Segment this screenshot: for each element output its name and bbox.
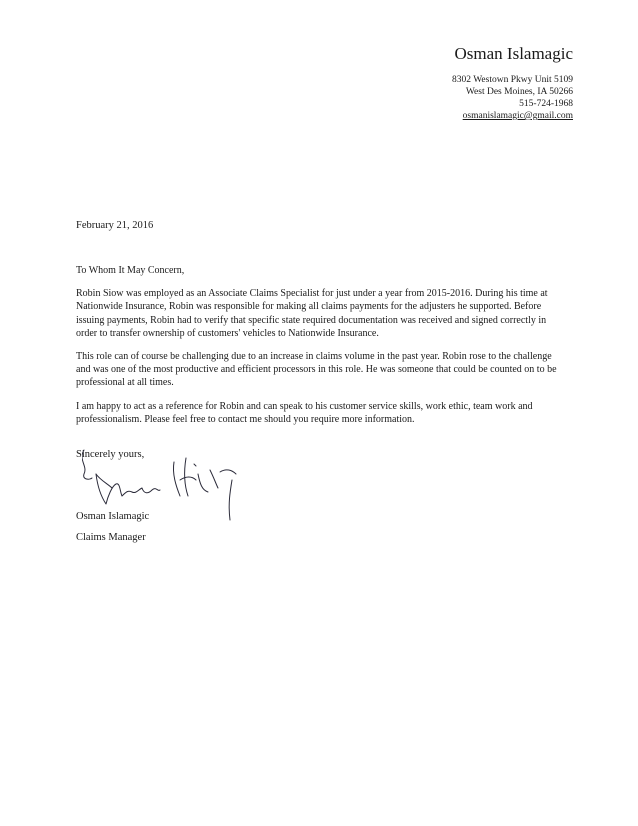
sender-block — [452, 44, 573, 122]
paragraph-2: This role can of course be challenging due to an increase in claims volume in the past year. Robin rose to the challenge and was one of the most productive and efficient processors in this role. He was someone that could be counted on to be professional at all times. — [76, 351, 557, 389]
salutation: To Whom It May Concern, — [76, 265, 185, 276]
paragraph-3: I am happy to act as a reference for Robin and can speak to his customer service skills, work ethic, team work and professionalism. Please feel free to contact me should you require more information. — [76, 400, 533, 425]
sender-address-line1: 8302 Westown Pkwy Unit 5109 — [452, 75, 573, 85]
paragraph-1: Robin Siow was employed as an Associate Claims Specialist for just under a year from 2015-2016. During his time at Nationwide Insurance, Robin was responsible for making all claims payments for the adjusters he supported. Before issuing payments, Robin had to verify that specific state required documentation was received and signed correctly in order to transfer ownership of customers' vehicles to Nationwide Insurance. — [76, 288, 548, 339]
sender-email-link[interactable]: osmanislamagic@gmail.com — [462, 111, 573, 121]
signer-name: Osman Islamagic — [76, 511, 150, 522]
signer-title: Claims Manager — [76, 532, 146, 543]
closing: Sincerely yours, — [76, 449, 145, 460]
letter-body — [76, 264, 566, 436]
sender-name: Osman Islamagic — [454, 44, 573, 63]
sender-address-line2: West Des Moines, IA 50266 — [465, 87, 573, 97]
sender-phone: 515-724-1968 — [519, 99, 573, 109]
letter-date: February 21, 2016 — [76, 220, 154, 231]
